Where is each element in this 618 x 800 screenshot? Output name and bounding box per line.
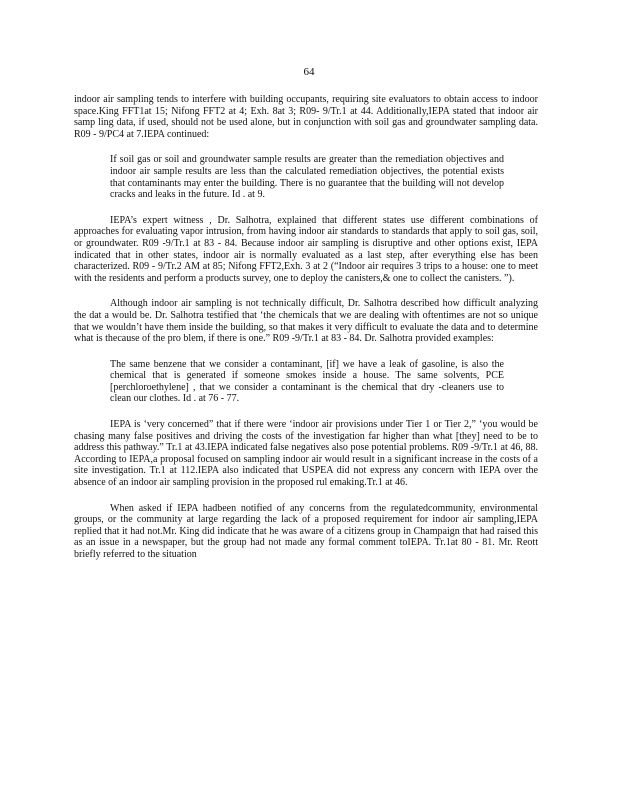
body-paragraph-1: indoor air sampling tends to interfere with building occupants, requiring site evaluators to obtain access to indoor space.King FFT1at 15; Nifong FFT2 at 4; Exh. 8at 3; R09- 9/Tr.1 at 44. Additionally,IEPA stated that indoor air samp ling data, if used, should not be used alone, but in conjunction with soil gas and groundwater sampling data. R09 - 9/PC4 at 7.IEPA continued:	[74, 94, 538, 140]
block-quote-2: The same benzene that we consider a contaminant, [if] we have a leak of gasoline, is also the chemical that is generated if someone smokes inside a house. The same solvents, PCE [perchloroethylene] , that we consider a contaminant is the chemical that dry -cleaners use to clean our clothes. Id . at 76 - 77.	[110, 358, 504, 405]
body-paragraph-3: Although indoor air sampling is not technically difficult, Dr. Salhotra described how difficult analyzing the dat a would be. Dr. Salhotra testified that ‘the chemicals that we are dealing with oftentimes are not so unique that we wouldn’t have them inside the building, so that makes it very difficult to evaluate the data and to determine what is thecause of the pro blem, if there is one.” R09 -9/Tr.1 at 83 - 84. Dr. Salhotra provided examples:	[74, 298, 538, 345]
block-quote-1: If soil gas or soil and groundwater sample results are greater than the remediation objectives and indoor air sample results are less than the calculated remediation objectives, the potential exists that contaminants may enter the building. There is no guarantee that the building will not develop cracks and leaks in the future. Id . at 9.	[110, 154, 504, 201]
page-number: 64	[303, 66, 315, 78]
body-paragraph-4: IEPA is ‘very concerned” that if there were ‘indoor air provisions under Tier 1 or Tier 2,” ‘you would be chasing many false positives and driving the costs of the investigation far higher than what [they] need to be to address this pathway.” Tr.1 at 43.IEPA indicated false negatives also pose potential problems. R09 -9/Tr.1 at 46, 88. According to IEPA,a proposal focused on sampling indoor air would result in a significant increase in the costs of a site investigation. Tr.1 at 112.IEPA also indicated that USPEA did not express any concern with IEPA over the absence of an indoor air sampling provision in the proposed rul emaking.Tr.1 at 46.	[74, 419, 538, 489]
body-paragraph-2: IEPA’s expert witness , Dr. Salhotra, explained that different states use different combinations of approaches for evaluating vapor intrusion, from having indoor air standards to standards that apply to soil gas, soil, or groundwater. R09 -9/Tr.1 at 83 - 84. Because indoor air sampling is disruptive and other options exist, IEPA indicated that in other states, indoor air is normally evaluated as a last step, after everything else has been characterized. R09 - 9/Tr.2 AM at 85; Nifong FFT2,Exh. 3 at 2 (“Indoor air requires 3 trips to a house: one to meet with the residents and perform a products survey, one to deploy the canisters,& one to collect the canisters. ”).	[74, 214, 538, 284]
document-body	[74, 94, 538, 575]
body-paragraph-5: When asked if IEPA hadbeen notified of any concerns from the regulatedcommunity, environmental groups, or the community at large regarding the lack of a proposed requirement for indoor air sampling,IEPA replied that it had not.Mr. King did indicate that he was aware of a citizens group in Champaign that had raised this as an issue in a newspaper, but the group had not made any formal comment toIEPA. Tr.1at 80 - 81. Mr. Reott briefly referred to the situation	[74, 502, 538, 560]
